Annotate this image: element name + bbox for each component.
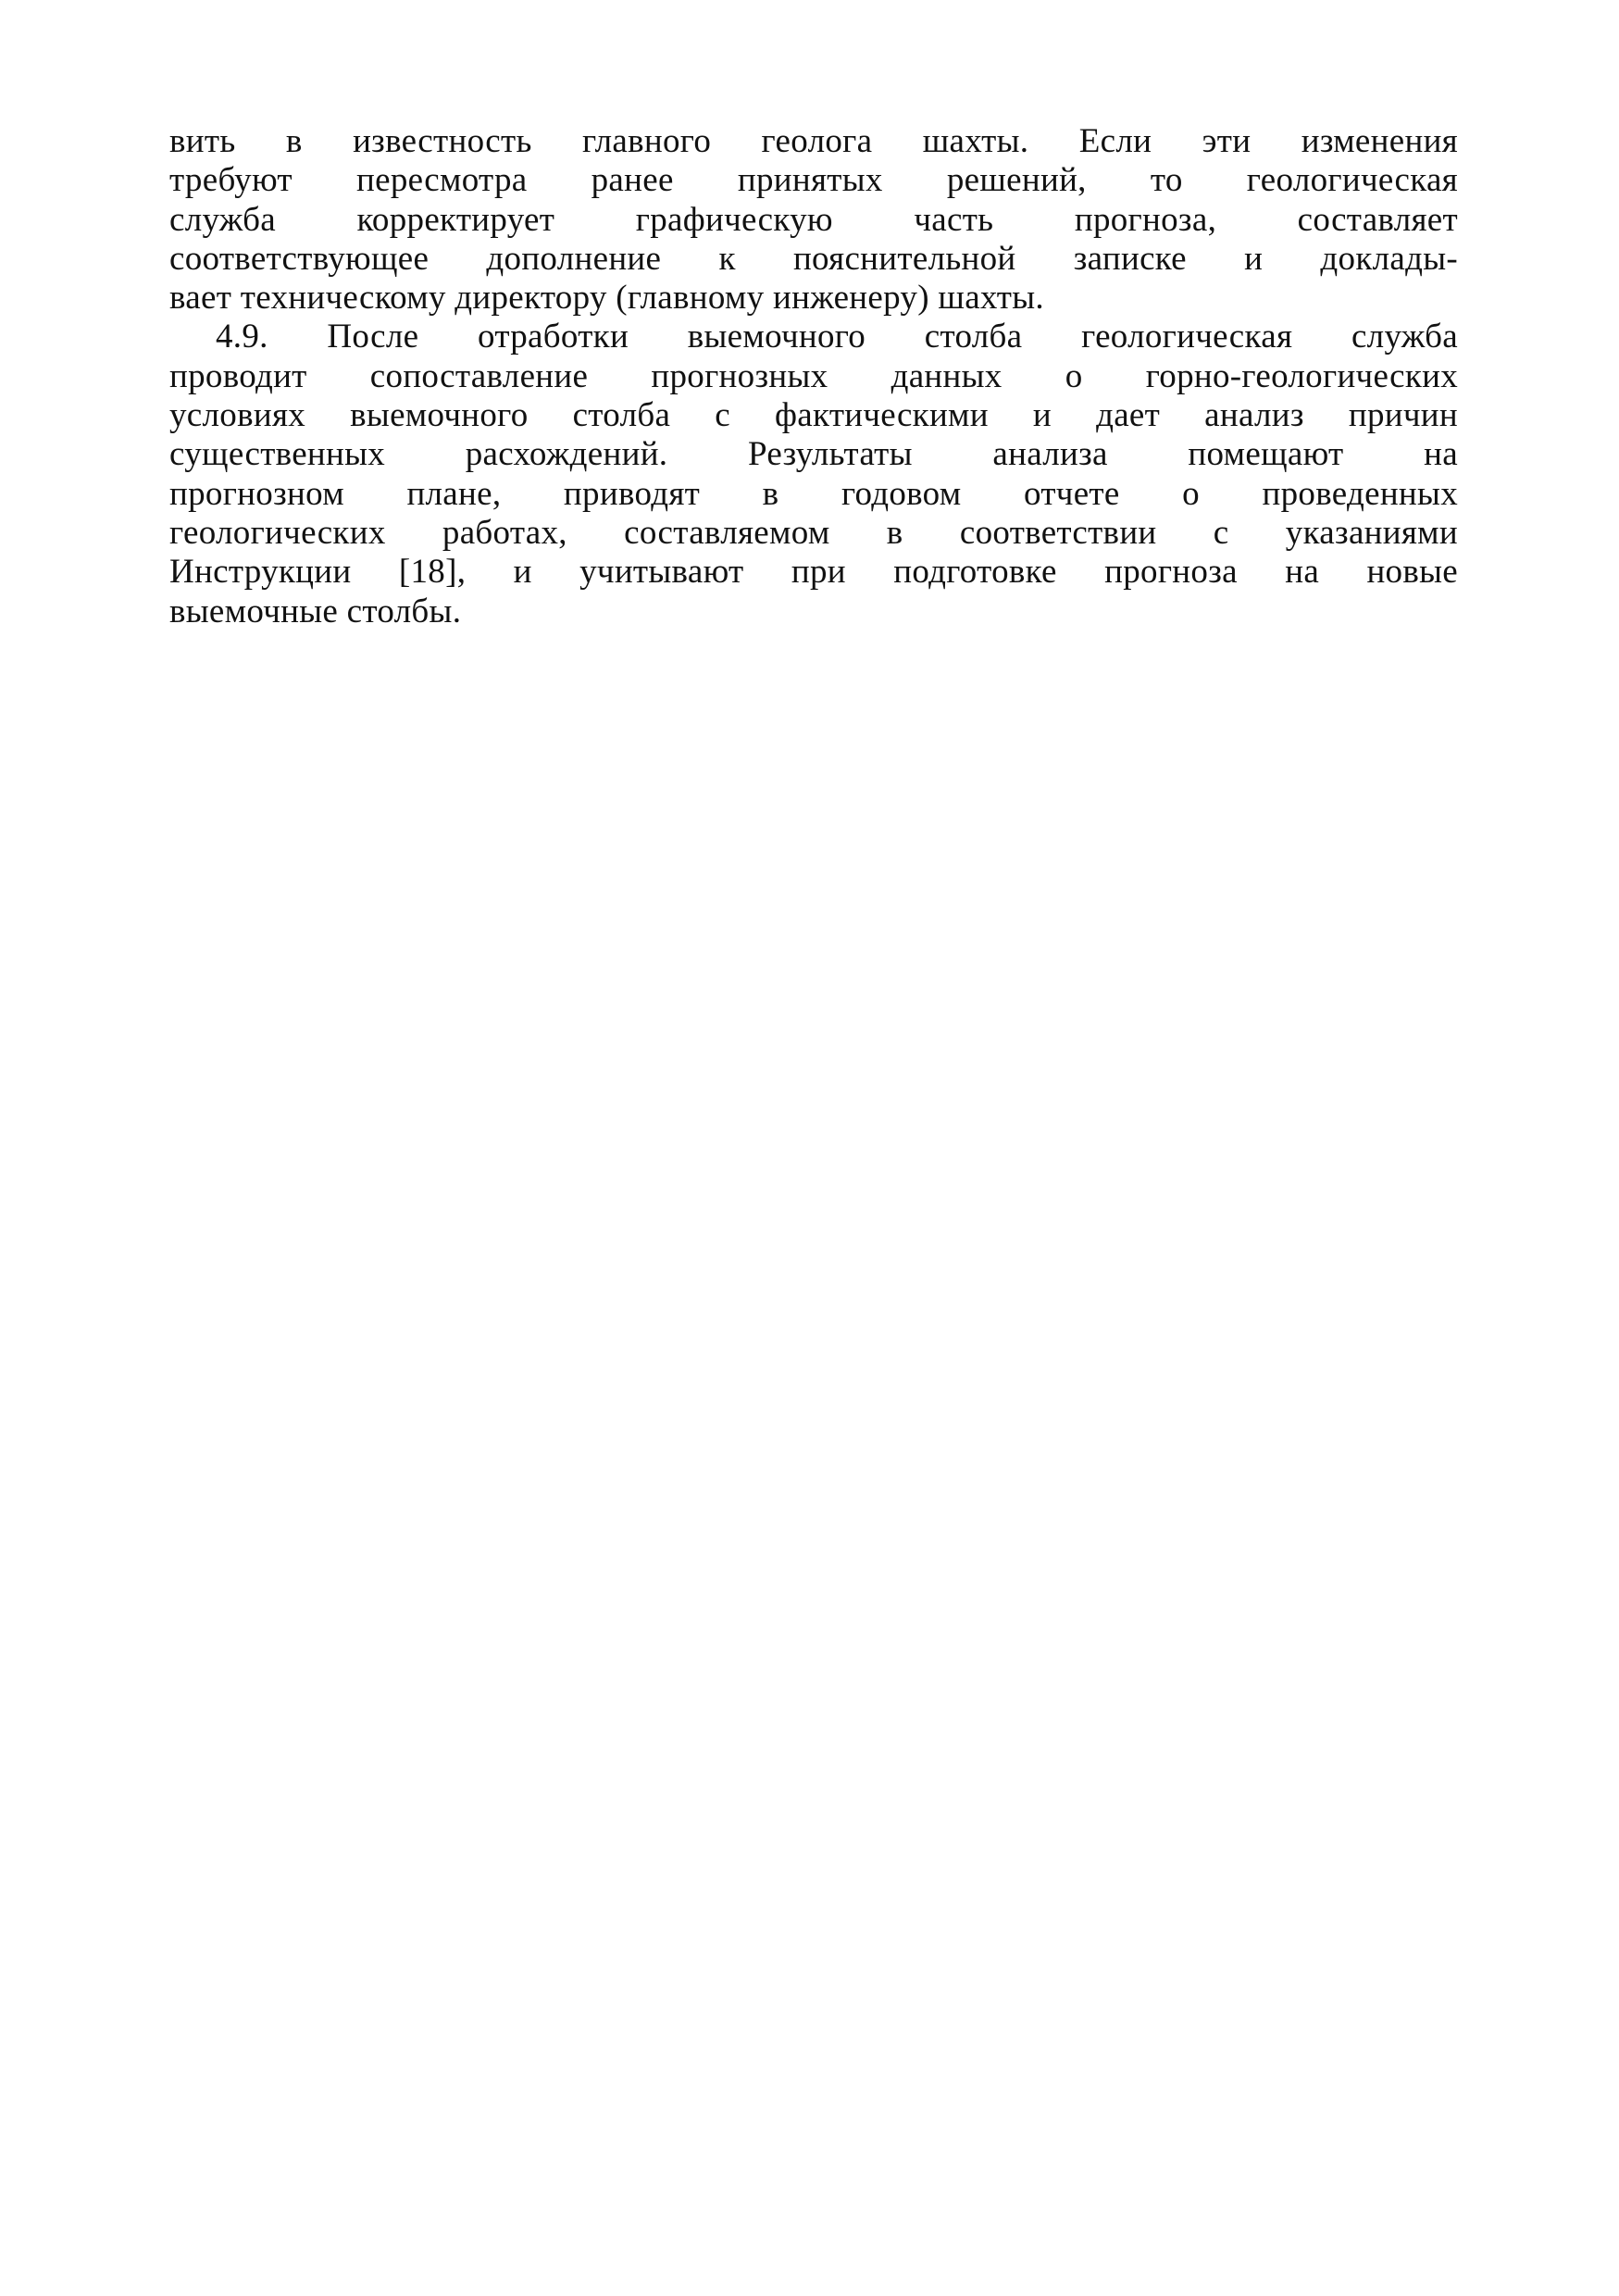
text-line: проводит сопоставление прогнозных данных о горно-геологических — [169, 356, 1458, 395]
text-line: 4.9. После отработки выемочного столба геологическая служба — [216, 318, 1458, 356]
text-line: вить в известность главного геолога шахты. Если эти изменения — [169, 122, 1458, 160]
text-line: вает техническому директору (главному инженеру) шахты. — [169, 279, 1044, 318]
paragraph-2 — [169, 318, 1458, 630]
text-line: соответствующее дополнение к пояснительной записке и доклады- — [169, 239, 1458, 278]
text-line: служба корректирует графическую часть прогноза, составляет — [169, 200, 1458, 239]
text-line: Инструкции [18], и учитывают при подготовке прогноза на новые — [169, 553, 1458, 592]
text-line: требуют пересмотра ранее принятых решений, то геологическая — [169, 161, 1458, 200]
text-line: условиях выемочного столба с фактическими и дает анализ причин — [169, 396, 1458, 435]
paragraph-1 — [169, 122, 1458, 318]
text-line: прогнозном плане, приводят в годовом отчете о проведенных — [169, 474, 1458, 513]
text-line: выемочные столбы. — [169, 592, 462, 630]
text-line: существенных расхождений. Результаты анализа помещают на — [169, 435, 1458, 474]
text-line: геологических работах, составляемом в соответствии с указаниями — [169, 513, 1458, 552]
body-text — [169, 122, 1458, 631]
